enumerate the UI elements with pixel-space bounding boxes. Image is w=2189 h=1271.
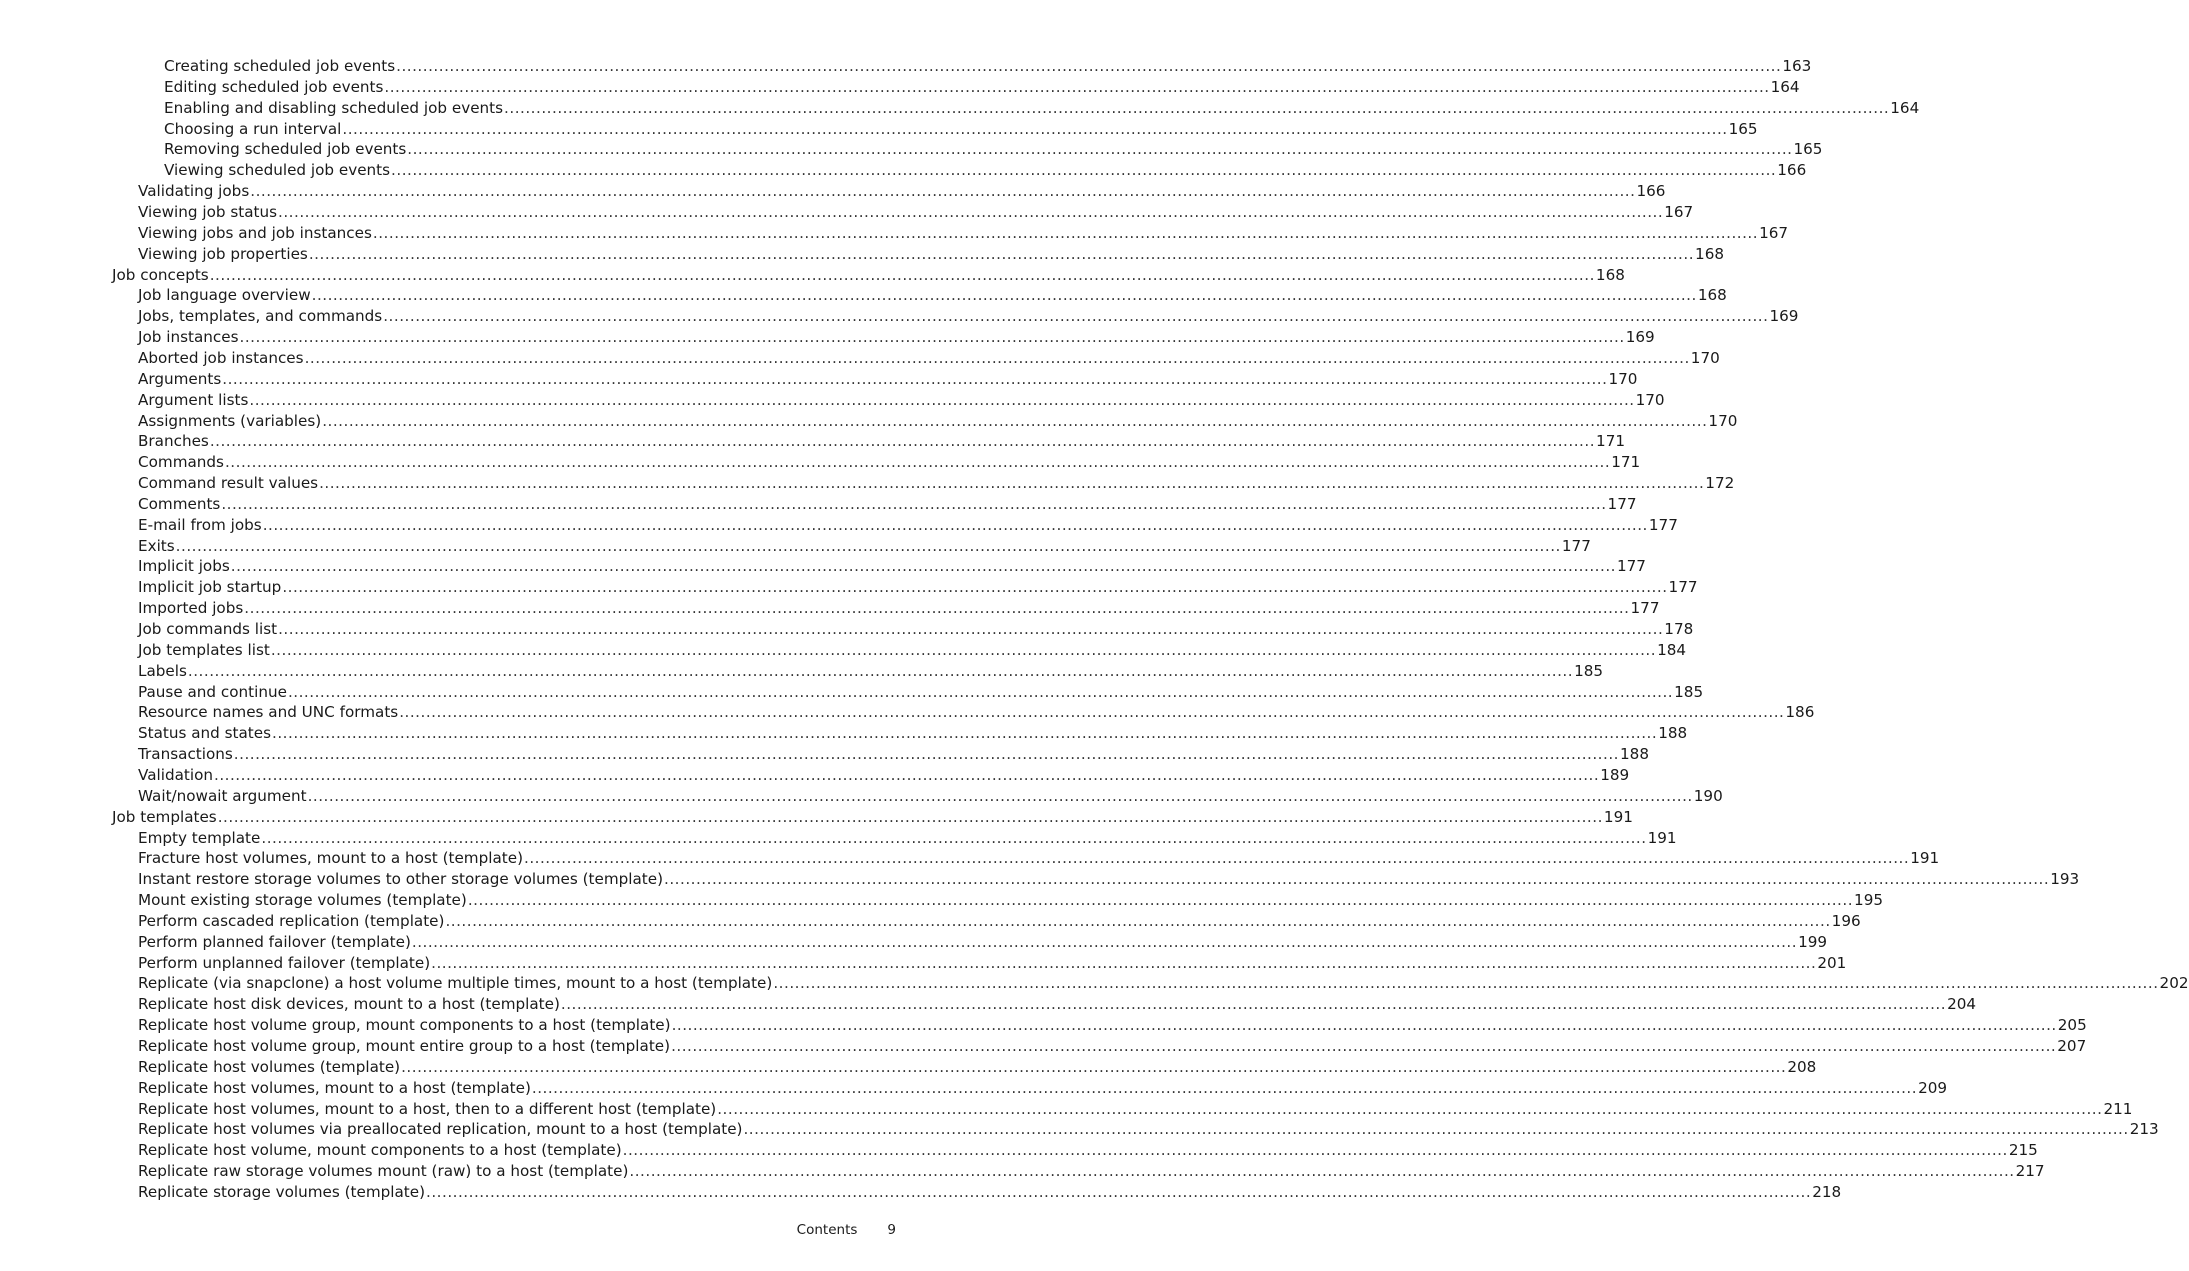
toc-dot-leader: .................................................................................................................................................................................................................................................................... [664,870,2050,889]
toc-entry-page-number: 205 [2057,1016,2087,1035]
toc-entry[interactable] [138,369,1638,390]
toc-entry-title: E-mail from jobs [138,515,262,534]
toc-entry-page-number: 191 [1647,828,1677,847]
toc-entry-title: Viewing job status [138,203,278,221]
toc-entry-title: Creating scheduled job events [164,57,396,75]
toc-entry-title: Viewing scheduled job events [164,161,391,180]
toc-dot-leader: .................................................................................................................................................................................................................................................................... [717,1099,2103,1118]
toc-dot-leader: .................................................................................................................................................................................................................................................................... [244,599,1630,618]
toc-dot-leader: .................................................................................................................................................................................................................................................................... [230,557,1616,576]
toc-dot-leader: .................................................................................................................................................................................................................................................................... [221,494,1607,513]
toc-dot-leader: .................................................................................................................................................................................................................................................................... [401,1057,1787,1076]
toc-dot-leader: .................................................................................................................................................................................................................................................................... [504,98,1890,117]
toc-dot-leader: .................................................................................................................................................................................................................................................................... [319,474,1705,492]
toc-entry-title: Labels [138,661,187,680]
toc-entry-page-number: 204 [1947,995,1977,1014]
toc-entry-page-number: 211 [2103,1099,2133,1118]
toc-dot-leader: .................................................................................................................................................................................................................................................................... [467,891,1854,909]
toc-entry-title: Perform unplanned failover (template) [138,953,431,972]
toc-entry-page-number: 215 [2008,1141,2038,1160]
toc-entry-title: Exits [138,536,175,555]
toc-entry[interactable] [138,1140,2038,1161]
toc-entry[interactable] [138,473,1735,494]
toc-entry[interactable] [138,1078,1948,1099]
toc-entry[interactable] [138,1119,2159,1140]
toc-entry-page-number: 172 [1705,474,1735,492]
toc-entry-page-number: 193 [2050,870,2080,889]
toc-dot-leader: .................................................................................................................................................................................................................................................................... [383,307,1769,326]
toc-entry-title: Command result values [138,474,319,492]
toc-entry[interactable] [138,411,1738,432]
toc-entry[interactable] [138,890,1884,911]
toc-dot-leader: .................................................................................................................................................................................................................................................................... [671,1037,2057,1055]
toc-dot-leader: .................................................................................................................................................................................................................................................................... [311,286,1697,305]
toc-entry-title: Transactions [138,745,233,764]
toc-dot-leader: .................................................................................................................................................................................................................................................................... [671,1016,2057,1035]
toc-entry[interactable] [138,556,1646,577]
toc-entry-page-number: 168 [1595,265,1625,284]
toc-entry-page-number: 185 [1574,661,1604,680]
footer-page-number: 9 [887,1222,896,1238]
toc-entry-title: Perform cascaded replication (template) [138,911,445,930]
toc-entry-page-number: 190 [1693,786,1723,805]
toc-dot-leader: .................................................................................................................................................................................................................................................................... [278,620,1664,638]
toc-entry-page-number: 169 [1625,328,1655,347]
toc-dot-leader: .................................................................................................................................................................................................................................................................... [391,161,1777,180]
toc-entry-page-number: 177 [1668,578,1698,597]
toc-entry-title: Replicate raw storage volumes mount (raw) to a host (template) [138,1162,629,1181]
toc-entry[interactable] [164,160,1807,181]
toc-entry[interactable] [138,202,1694,223]
toc-entry-page-number: 218 [1812,1182,1842,1201]
toc-entry-page-number: 177 [1616,557,1646,576]
toc-entry-page-number: 167 [1664,203,1694,221]
toc-entry-title: Viewing jobs and job instances [138,223,372,242]
toc-entry-page-number: 169 [1769,307,1799,326]
toc-entry[interactable] [138,932,1828,953]
toc-entry-title: Assignments (variables) [138,411,322,430]
toc-dot-leader: .................................................................................................................................................................................................................................................................... [270,640,1657,659]
toc-entry[interactable] [138,285,1727,306]
toc-dot-leader: .................................................................................................................................................................................................................................................................... [322,411,1708,430]
page-footer [797,1220,896,1240]
toc-entry-title: Status and states [138,724,272,743]
toc-entry[interactable] [138,723,1688,744]
toc-entry-page-number: 166 [1777,161,1807,180]
toc-entry[interactable] [164,119,1758,140]
toc-entry-title: Choosing a run interval [164,119,342,138]
toc-entry[interactable] [164,98,1920,119]
toc-entry-title: Viewing job properties [138,244,308,263]
toc-entry[interactable] [138,1057,1817,1078]
toc-dot-leader: .................................................................................................................................................................................................................................................................... [287,682,1674,701]
toc-entry[interactable] [138,661,1604,682]
toc-dot-leader: .................................................................................................................................................................................................................................................................... [278,203,1664,221]
toc-dot-leader: .................................................................................................................................................................................................................................................................... [282,578,1668,597]
toc-entry[interactable] [138,682,1704,703]
toc-entry-page-number: 185 [1674,682,1704,701]
toc-entry[interactable] [138,744,1649,765]
toc-dot-leader: .................................................................................................................................................................................................................................................................... [304,348,1690,367]
toc-entry-page-number: 209 [1918,1078,1948,1097]
toc-entry-title: Job templates [112,807,217,826]
toc-entry-title: Removing scheduled job events [164,140,407,159]
footer-section-label: Contents [796,1222,858,1238]
toc-dot-leader: .................................................................................................................................................................................................................................................................... [250,182,1636,201]
toc-dot-leader: .................................................................................................................................................................................................................................................................... [407,140,1793,159]
toc-entry-page-number: 184 [1657,640,1687,659]
toc-entry[interactable] [138,452,1641,473]
toc-entry-page-number: 208 [1787,1057,1817,1076]
toc-entry-page-number: 171 [1611,453,1641,472]
toc-entry-page-number: 189 [1600,765,1630,784]
toc-entry-page-number: 168 [1695,244,1725,263]
toc-entry-page-number: 163 [1782,57,1812,75]
toc-entry-title: Replicate host volume group, mount entire group to a host (template) [138,1037,671,1055]
toc-entry-page-number: 164 [1770,77,1800,96]
toc-entry-page-number: 167 [1759,223,1789,242]
toc-entry-page-number: 178 [1664,620,1694,638]
toc-entry[interactable] [138,327,1655,348]
toc-dot-leader: .................................................................................................................................................................................................................................................................... [531,1078,1918,1097]
toc-entry-page-number: 170 [1708,411,1738,430]
toc-dot-leader: .................................................................................................................................................................................................................................................................... [743,1120,2129,1139]
toc-entry[interactable] [164,56,1812,77]
toc-entry-page-number: 195 [1854,891,1884,909]
toc-entry-title: Replicate host volumes, mount to a host, then to a different host (template) [138,1099,717,1118]
toc-entry-page-number: 191 [1603,807,1633,826]
toc-entry[interactable] [138,181,1666,202]
toc-entry-title: Perform planned failover (template) [138,932,411,951]
toc-entry-page-number: 191 [1910,849,1940,868]
toc-entry[interactable] [112,265,1625,286]
toc-entry-title: Fracture host volumes, mount to a host (template) [138,849,523,868]
toc-entry[interactable] [164,77,1800,98]
toc-entry[interactable] [138,244,1725,265]
toc-entry-page-number: 196 [1831,911,1861,930]
toc-entry-title: Imported jobs [138,599,244,618]
toc-entry-page-number: 164 [1890,98,1920,117]
toc-entry-title: Pause and continue [138,682,287,701]
toc-entry-title: Mount existing storage volumes (template) [138,891,467,909]
toc-entry-title: Replicate (via snapclone) a host volume multiple times, mount to a host (template) [138,974,773,993]
toc-entry[interactable] [138,494,1637,515]
toc-entry-page-number: 213 [2129,1120,2159,1139]
toc-dot-leader: .................................................................................................................................................................................................................................................................... [224,453,1611,472]
toc-entry[interactable] [138,390,1665,411]
toc-entry-page-number: 170 [1690,348,1720,367]
toc-dot-leader: .................................................................................................................................................................................................................................................................... [217,807,1603,826]
toc-entry[interactable] [138,1099,2133,1120]
toc-entry[interactable] [138,1182,1842,1203]
toc-entry[interactable] [138,619,1694,640]
toc-dot-leader: .................................................................................................................................................................................................................................................................... [209,265,1595,284]
toc-entry-title: Enabling and disabling scheduled job events [164,98,504,117]
toc-entry-page-number: 201 [1817,953,1847,972]
toc-entry-title: Job commands list [138,620,278,638]
toc-entry-title: Arguments [138,369,222,388]
toc-dot-leader: .................................................................................................................................................................................................................................................................... [249,390,1635,409]
toc-dot-leader: .................................................................................................................................................................................................................................................................... [524,849,1910,868]
toc-entry-page-number: 165 [1728,119,1758,138]
toc-entry[interactable] [138,765,1630,786]
toc-entry[interactable] [112,807,1633,828]
toc-dot-leader: .................................................................................................................................................................................................................................................................... [629,1162,2015,1181]
toc-entry-page-number: 165 [1793,140,1823,159]
toc-entry[interactable] [138,536,1591,557]
toc-entry-title: Editing scheduled job events [164,77,384,96]
toc-dot-leader: .................................................................................................................................................................................................................................................................... [560,995,1947,1014]
toc-entry-page-number: 186 [1785,703,1815,722]
toc-dot-leader: .................................................................................................................................................................................................................................................................... [622,1141,2008,1160]
toc-dot-leader: .................................................................................................................................................................................................................................................................... [187,661,1574,680]
toc-dot-leader: .................................................................................................................................................................................................................................................................... [307,786,1693,805]
toc-entry-title: Wait/nowait argument [138,786,307,805]
toc-entry-title: Implicit jobs [138,557,230,576]
toc-dot-leader: .................................................................................................................................................................................................................................................................... [396,57,1782,75]
toc-entry-title: Replicate host disk devices, mount to a host (template) [138,995,560,1014]
toc-dot-leader: .................................................................................................................................................................................................................................................................... [222,369,1608,388]
toc-entry-title: Instant restore storage volumes to other storage volumes (template) [138,870,664,889]
toc-dot-leader: .................................................................................................................................................................................................................................................................... [214,765,1600,784]
toc-entry[interactable] [138,994,1977,1015]
toc-dot-leader: .................................................................................................................................................................................................................................................................... [384,77,1770,96]
toc-entry[interactable] [138,848,1940,869]
toc-entry-page-number: 170 [1608,369,1638,388]
toc-entry[interactable] [138,223,1789,244]
toc-entry[interactable] [138,973,2189,994]
toc-entry-title: Implicit job startup [138,578,282,597]
toc-dot-leader: .................................................................................................................................................................................................................................................................... [431,953,1817,972]
toc-dot-leader: .................................................................................................................................................................................................................................................................... [308,244,1695,263]
toc-entry[interactable] [138,911,1861,932]
toc-entry-page-number: 188 [1658,724,1688,743]
toc-entry[interactable] [138,828,1677,849]
toc-entry[interactable] [138,515,1678,536]
toc-entry-title: Empty template [138,828,261,847]
toc-entry-title: Replicate host volume group, mount components to a host (template) [138,1016,671,1035]
toc-entry-page-number: 177 [1561,536,1591,555]
toc-entry-title: Resource names and UNC formats [138,703,399,722]
toc-entry-page-number: 217 [2015,1162,2045,1181]
toc-entry-page-number: 199 [1798,932,1828,951]
toc-dot-leader: .................................................................................................................................................................................................................................................................... [773,974,2159,993]
toc-dot-leader: .................................................................................................................................................................................................................................................................... [272,724,1658,743]
toc-entry-page-number: 177 [1607,494,1637,513]
toc-dot-leader: .................................................................................................................................................................................................................................................................... [209,432,1596,451]
toc-entry-title: Aborted job instances [138,348,304,367]
toc-entry-title: Job concepts [112,265,209,284]
toc-dot-leader: .................................................................................................................................................................................................................................................................... [261,828,1647,847]
toc-entry-page-number: 188 [1620,745,1649,764]
toc-entry-title: Validating jobs [138,182,250,201]
toc-entry-title: Replicate storage volumes (template) [138,1182,426,1201]
toc-entry-title: Job language overview [138,286,311,305]
toc-entry-page-number: 170 [1635,390,1665,409]
toc-entry-title: Replicate host volumes, mount to a host (template) [138,1078,531,1097]
toc-entry-title: Commands [138,453,224,472]
toc-entry-page-number: 177 [1648,515,1678,534]
toc-entry[interactable] [138,306,1799,327]
toc-dot-leader: .................................................................................................................................................................................................................................................................... [426,1182,1812,1201]
toc-entry-title: Job templates list [138,640,270,659]
toc-entry[interactable] [138,1036,2087,1057]
toc-entry[interactable] [164,139,1823,160]
toc-entry-title: Job instances [138,328,239,347]
toc-entry-title: Comments [138,494,221,513]
toc-dot-leader: .................................................................................................................................................................................................................................................................... [233,745,1619,764]
toc-entry[interactable] [138,640,1687,661]
toc-entry-title: Jobs, templates, and commands [138,307,383,326]
toc-entry-title: Replicate host volumes (template) [138,1057,401,1076]
toc-entry-title: Replicate host volume, mount components to a host (template) [138,1141,622,1160]
toc-entry[interactable] [138,577,1698,598]
toc-entry[interactable] [138,953,1847,974]
toc-dot-leader: .................................................................................................................................................................................................................................................................... [262,515,1648,534]
toc-entry-title: Replicate host volumes via preallocated replication, mount to a host (template) [138,1120,743,1139]
toc-entry-page-number: 177 [1630,599,1660,618]
toc-entry[interactable] [138,702,1815,723]
toc-entry-page-number: 171 [1596,432,1626,451]
toc-dot-leader: .................................................................................................................................................................................................................................................................... [411,932,1798,951]
toc-entry-title: Validation [138,765,213,784]
toc-dot-leader: .................................................................................................................................................................................................................................................................... [342,119,1728,138]
toc-dot-leader: .................................................................................................................................................................................................................................................................... [445,911,1831,930]
toc-dot-leader: .................................................................................................................................................................................................................................................................... [175,536,1561,555]
toc-entry-page-number: 168 [1697,286,1727,305]
toc-dot-leader: .................................................................................................................................................................................................................................................................... [372,223,1759,242]
toc-entry[interactable] [138,1015,2087,1036]
toc-entry-page-number: 207 [2057,1037,2087,1055]
toc-entry-title: Argument lists [138,390,249,409]
toc-entry[interactable] [138,598,1660,619]
toc-entry-page-number: 202 [2159,974,2189,993]
toc-dot-leader: .................................................................................................................................................................................................................................................................... [239,328,1625,347]
toc-dot-leader: .................................................................................................................................................................................................................................................................... [399,703,1785,722]
toc-entry-title: Branches [138,432,209,451]
toc-entry[interactable] [138,869,2080,890]
toc-entry[interactable] [138,348,1720,369]
toc-entry[interactable] [138,1161,2045,1182]
toc-entry[interactable] [138,786,1723,807]
toc-entry[interactable] [138,431,1626,452]
toc-entry-page-number: 166 [1636,182,1666,201]
